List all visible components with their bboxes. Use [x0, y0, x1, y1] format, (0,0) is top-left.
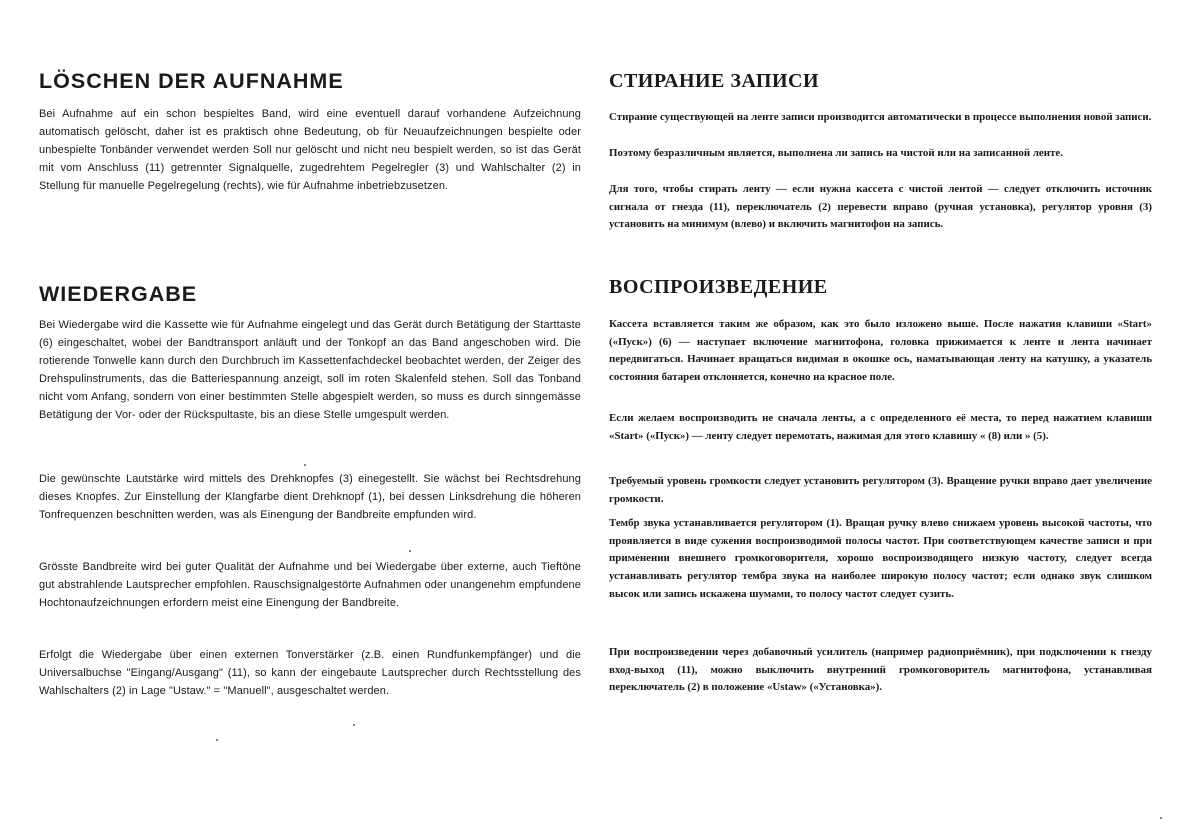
playback-paragraph-de-1: Bei Wiedergabe wird die Kassette wie für Aufnahme eingelegt und das Gerät durch Betätigung der Starttaste (6) eingeschaltet, wobei der Bandtransport anläuft und der Tonkopf an das Band angeschoben wird. Die rotierende Tonwelle kann durch den Durchbruch im Kassettenfachdeckel beobachtet werden, der Zeiger des Drehspulinstruments, das die Batteriespannung anzeigt, soll im roten Skalenfeld stehen. Soll das Tonband nicht vom Anfang, sondern von einer bestimmten Stelle abgespielt werden, so muss es durch sinngemässe Betätigung der Vor- oder der Rückspultaste, bis an diese Stelle umgespult werden. — [39, 319, 581, 421]
playback-paragraph-ru-4: Тембр звука устанавливается регулятором (1). Вращая ручку влево снижаем уровень высокой частоты, что проявляется в виде сужения воспроизводимой полосы частот. При соответствующем качестве записи и при применении внешнего громкоговорителя, хорошо воспроизводящего низкую частоту, следует всегда устанавливать регулятор тембра звука на наиболее широкую полосу частот; если однако звук слишком высок или запись искажена шумами, то полосу частот следует сузить. — [609, 517, 1152, 600]
playback-paragraph-ru-5: При воспроизведении через добавочный усилитель (например радиоприёмник), при подключении к гнезду вход-выход (11), можно выключить внутренний громкоговоритель магнитофона, устанавливая переключатель (2) в положение «Ustaw» («Установка»). — [609, 646, 1152, 694]
erase-heading-de: LÖSCHEN DER AUFNAHME — [39, 69, 344, 93]
playback-paragraph-de-4: Erfolgt die Wiedergabe über einen externen Tonverstärker (z.B. einen Rundfunkempfänger) und die Universalbuchse "Eingang/Ausgang" (11), so kann der eingebaute Lautsprecher durch Rechtsstellung des Wahlschalters (2) in Lage "Ustaw." = "Manuell", ausgeschaltet werden. — [39, 649, 581, 697]
scan-speck — [1160, 817, 1162, 819]
erase-paragraph-de: Bei Aufnahme auf ein schon bespieltes Band, wird eine eventuell darauf vorhandene Aufzeichnung automatisch gelöscht, daher ist es praktisch ohne Bedeutung, ob für Neuaufzeichnungen bespielte oder unbespielte Tonbänder verwendet werden Soll nur gelöscht und nicht neu bespielt werden, so ist das Gerät mit vom Anschluss (11) getrennter Signalquelle, zugedrehtem Pegelregler (3) und Wahlschalter (2) in Stellung für manuelle Pegelregelung (rechts), wie für Aufnahme inbetriebzusetzen. — [39, 108, 581, 192]
playback-paragraph-ru-3: Требуемый уровень громкости следует установить регулятором (3). Вращение ручки вправо дает увеличение громкости. — [609, 475, 1152, 505]
scan-speck — [216, 739, 218, 741]
playback-paragraph-ru-2: Если желаем воспроизводить не сначала ленты, а с определенного её места, то перед нажатием клавиши «Start» («Пуск») — ленту следует перемотать, нажимая для этого клавишу « (8) или » (5). — [609, 412, 1152, 442]
scan-speck — [353, 724, 355, 726]
playback-paragraph-de-2: Die gewünschte Lautstärke wird mittels des Drehknopfes (3) einegestellt. Sie wächst bei Rechtsdrehung dieses Knopfes. Zur Einstellung der Klangfarbe dient Drehknopf (1), bei dessen Linksdrehung die höheren Tonfrequenzen beschnitten werden, was als Einengung der Bandbreite empfunden wird. — [39, 473, 581, 521]
erase-paragraph-ru-3: Для того, чтобы стирать ленту — если нужна кассета с чистой лентой — следует отключить источник сигнала от гнезда (11), переключатель (2) перевести вправо (ручная установка), регулятор уровня (3) установить на минимум (влево) и включить магнитофон на запись. — [609, 183, 1152, 231]
erase-paragraph-ru-2: Поэтому безразличным является, выполнена ли запись на чистой или на записанной ленте. — [609, 147, 1063, 159]
playback-heading-de: WIEDERGABE — [39, 282, 198, 306]
scan-speck — [304, 464, 306, 466]
erase-heading-ru: СТИРАНИЕ ЗАПИСИ — [609, 70, 820, 92]
playback-heading-ru: ВОСПРОИЗВЕДЕНИЕ — [609, 276, 828, 298]
scan-speck — [409, 550, 411, 552]
erase-paragraph-ru-1: Стирание существующей на ленте записи производится автоматически в процессе выполнения новой записи. — [609, 111, 1152, 123]
playback-paragraph-de-3: Grösste Bandbreite wird bei guter Qualität der Aufnahme und bei Wiedergabe über externe, auch Tieftöne gut abstrahlende Lautsprecher empfohlen. Rauschsignalgestörte Aufnahmen oder unangenehm empfundene Hochtonaufzeichnungen erfordern meist eine Einengung der Bandbreite. — [39, 561, 581, 609]
playback-paragraph-ru-1: Кассета вставляется таким же образом, как это было изложено выше. После нажатия клавиши «Start» («Пуск») (6) — наступает включение магнитофона, головка прижимается к ленте и лента начинает передвигаться. Начинает вращаться видимая в окошке ось, наматывающая ленту на катушку, а указатель состояния батареи отклоняется, конечно на красное поле. — [609, 318, 1152, 384]
